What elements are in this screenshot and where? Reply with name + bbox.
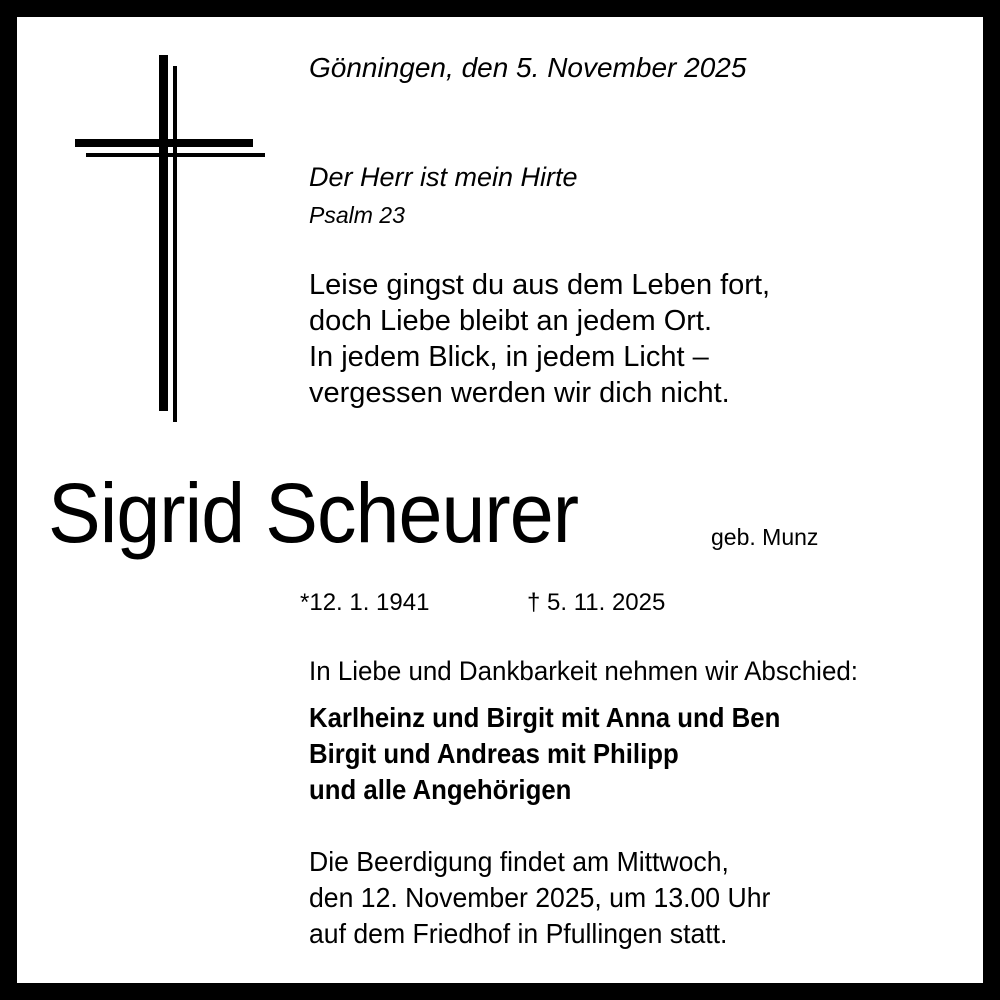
cross-vertical-thin bbox=[173, 66, 177, 422]
cross-horizontal-thin bbox=[86, 153, 265, 157]
funeral-line: den 12. November 2025, um 13.00 Uhr bbox=[309, 882, 771, 913]
bible-verse: Der Herr ist mein Hirte bbox=[309, 162, 578, 192]
poem bbox=[309, 267, 770, 411]
cross-horizontal-thick bbox=[75, 139, 253, 147]
cross-vertical-thick bbox=[159, 55, 168, 411]
verse-reference: Psalm 23 bbox=[309, 202, 405, 228]
poem-line: In jedem Blick, in jedem Licht – bbox=[309, 341, 709, 373]
maiden-name: geb. Munz bbox=[711, 524, 819, 550]
poem-line: doch Liebe bleibt an jedem Ort. bbox=[309, 305, 713, 337]
mourner-line: Birgit und Andreas mit Philipp bbox=[309, 738, 679, 769]
death-date: † 5. 11. 2025 bbox=[527, 589, 666, 616]
funeral-line: Die Beerdigung findet am Mittwoch, bbox=[309, 846, 729, 877]
place-date: Gönningen, den 5. November 2025 bbox=[309, 52, 747, 83]
poem-line: vergessen werden wir dich nicht. bbox=[309, 377, 730, 409]
deceased-name: Sigrid Scheurer bbox=[48, 466, 579, 560]
farewell-intro: In Liebe und Dankbarkeit nehmen wir Abschied: bbox=[309, 656, 858, 686]
mourners-list bbox=[309, 700, 780, 808]
funeral-line: auf dem Friedhof in Pfullingen statt. bbox=[309, 918, 728, 949]
birth-date: *12. 1. 1941 bbox=[300, 589, 430, 616]
mourner-line: Karlheinz und Birgit mit Anna und Ben bbox=[309, 702, 781, 733]
mourner-line: und alle Angehörigen bbox=[309, 774, 572, 805]
poem-line: Leise gingst du aus dem Leben fort, bbox=[309, 269, 771, 301]
funeral-info bbox=[309, 844, 770, 952]
